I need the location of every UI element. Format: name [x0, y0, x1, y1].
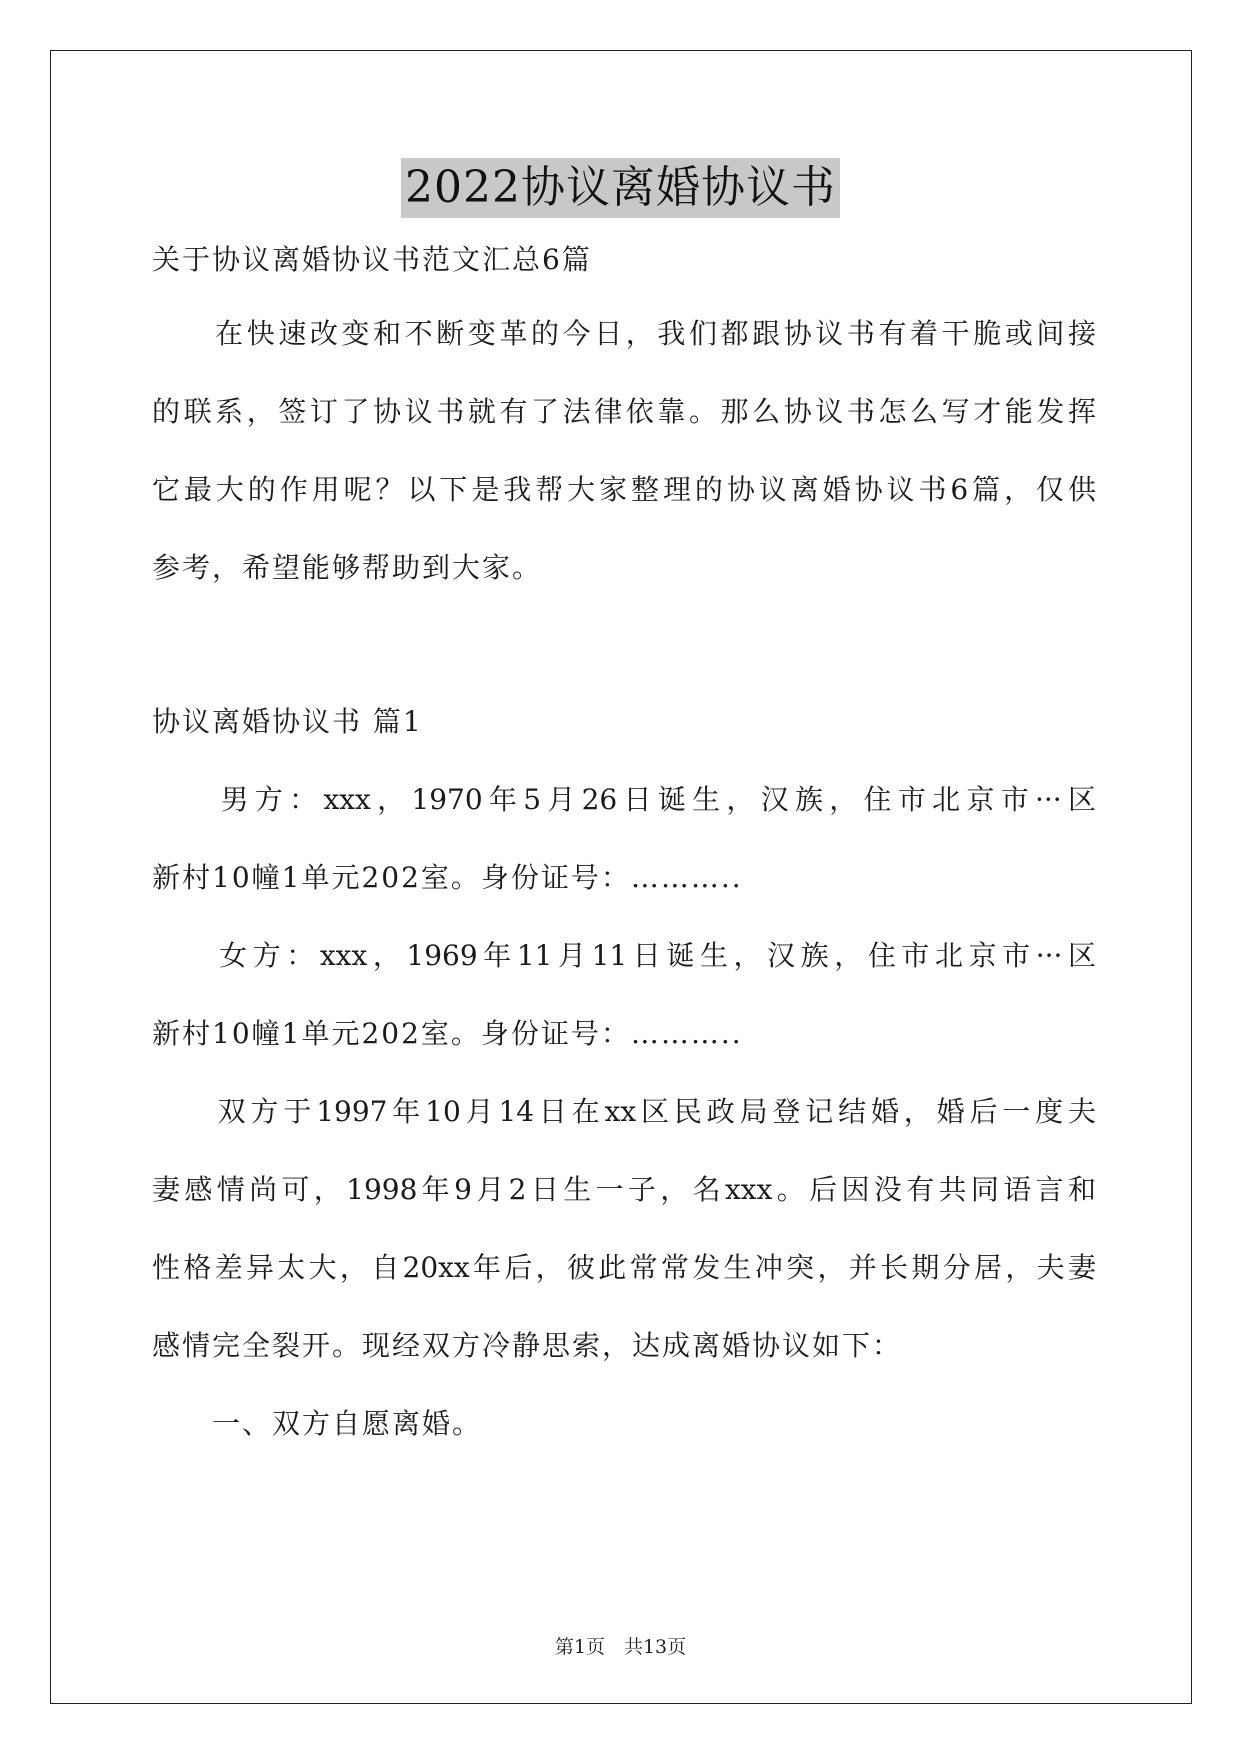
paragraph-line: 的联系，签订了协议书就有了法律依靠。那么协议书怎么写才能发挥 — [152, 395, 1096, 428]
paragraph-line: 一、双方自愿离婚。 — [152, 1407, 483, 1440]
subtitle-line: 关于协议离婚协议书范文汇总6篇 — [152, 243, 592, 276]
paragraph-line: 它最大的作用呢？以下是我帮大家整理的协议离婚协议书6篇，仅供 — [152, 473, 1096, 506]
paragraph-line: 感情完全裂开。现经双方冷静思索，达成离婚协议如下： — [152, 1329, 903, 1362]
section-heading: 协议离婚协议书 篇1 — [152, 705, 423, 738]
paragraph-line: 在快速改变和不断变革的今日，我们都跟协议书有着干脆或间接 — [152, 317, 1096, 350]
title-container — [0, 158, 1241, 218]
paragraph-line: 双方于1997年10月14日在xx区民政局登记结婚，婚后一度夫 — [152, 1095, 1096, 1128]
paragraph-line: 女方：xxx，1969年11月11日诞生，汉族，住市北京市···区 — [152, 939, 1096, 972]
paragraph-line: 新村10幢1单元202室。身份证号：……….. — [152, 1017, 743, 1050]
paragraph-line: 性格差异太大，自20xx年后，彼此常常发生冲突，并长期分居，夫妻 — [152, 1251, 1096, 1284]
document-title: 2022协议离婚协议书 — [401, 158, 840, 218]
paragraph-line: 男方：xxx，1970年5月26日诞生，汉族，住市北京市···区 — [152, 783, 1096, 816]
page-number-footer: 第1页 共13页 — [554, 1636, 687, 1658]
paragraph-line: 参考，希望能够帮助到大家。 — [152, 551, 543, 584]
paragraph-line: 新村10幢1单元202室。身份证号：……….. — [152, 861, 743, 894]
paragraph-line: 妻感情尚可，1998年9月2日生一子，名xxx。后因没有共同语言和 — [152, 1173, 1096, 1206]
